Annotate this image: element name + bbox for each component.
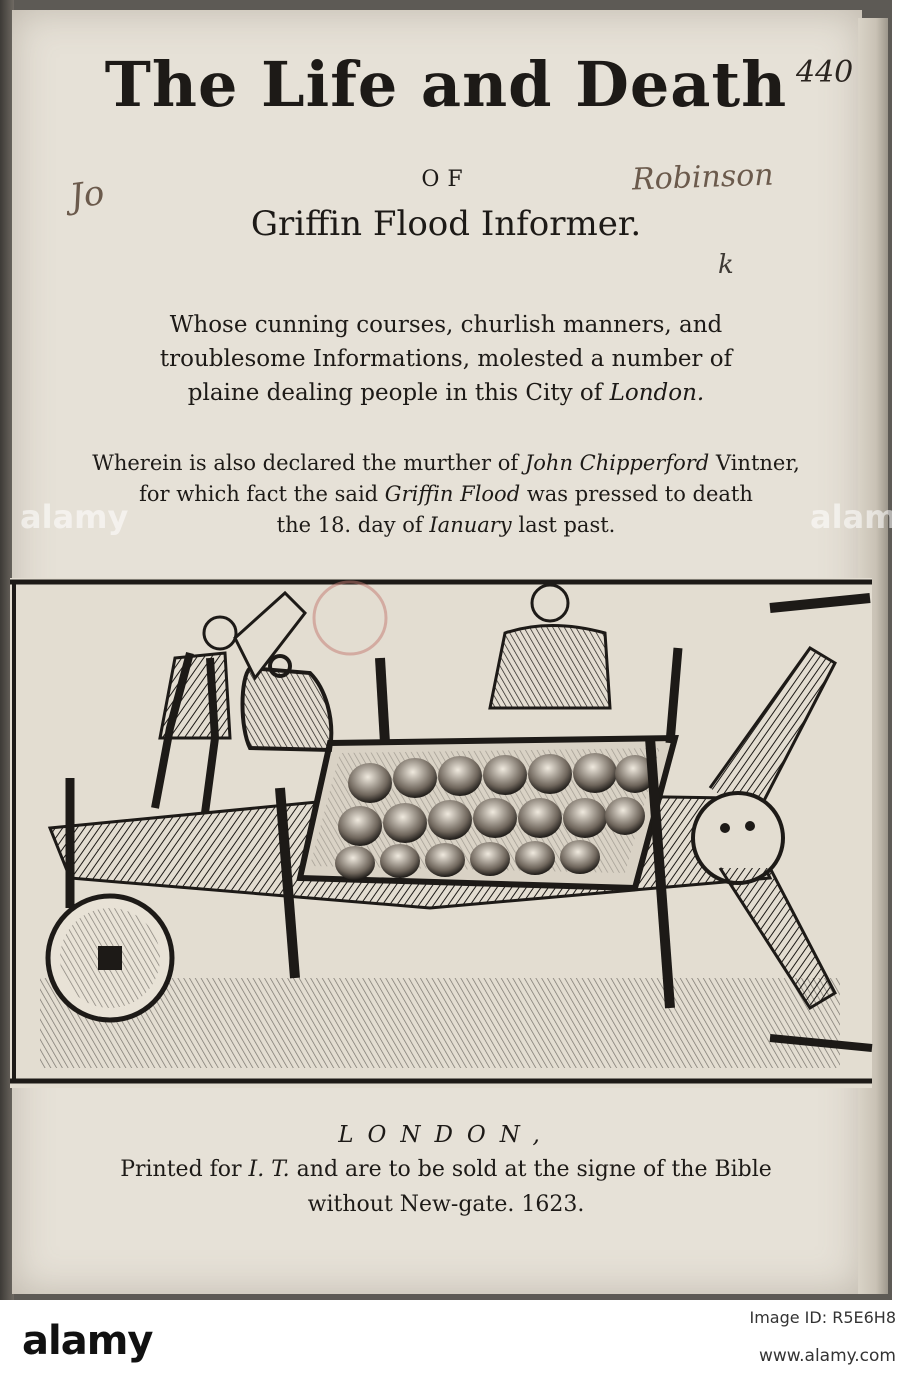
handwritten-initials: Jo [67,172,107,218]
declaration-line-2-text: for which fact the said [139,482,385,506]
handwritten-mark: k [718,250,734,280]
declaration-line-1 [80,448,812,479]
description-line-1: Whose cunning courses, churlish manners, and [169,312,723,338]
declaration-line-1-end: Vintner, [709,451,800,475]
declaration-line-3-text: the 18. day of [276,513,430,537]
page-subtitle: Griffin Flood Informer. [250,204,642,244]
declaration-line-2 [80,479,812,510]
title-connector: OF [421,167,471,192]
page-title: The Life and Death [104,48,788,121]
place-name-london: London. [609,380,705,406]
image-id: Image ID: R5E6H8 [749,1308,896,1327]
declaration-line-3 [80,510,812,541]
woodcut-illustration [10,578,872,1088]
imprint-line-1 [0,1152,892,1187]
declaration-line-3-end: last past. [511,513,616,537]
imprint-line-1-text: Printed for [120,1157,249,1182]
watermark-right: alamy [810,498,918,536]
declaration-line-2-end: was pressed to death [520,482,753,506]
imprint-city: LONDON, [338,1122,554,1148]
stock-logo: alamy [22,1318,153,1364]
printer-initials: I. T. [248,1157,290,1182]
month-name: Ianuary [429,513,512,537]
declaration-line-1-text: Wherein is also declared the murther of [92,451,525,475]
handwritten-name: Robinson [631,157,775,198]
declaration-paragraph [80,448,812,541]
imprint-line-1-end: and are to be sold at the signe of the Bible [289,1157,772,1182]
description-paragraph [100,308,792,410]
handwritten-number: 440 [796,55,854,90]
imprint [0,1118,892,1222]
description-line-2: troublesome Informations, molested a number of [159,346,733,372]
informer-name: Griffin Flood [384,482,521,506]
description-line-3-text: plaine dealing people in this City of [187,380,610,406]
victim-name: John Chipperford [524,451,710,475]
description-line-3 [100,376,792,410]
imprint-line-2: without New-gate. 1623. [307,1192,585,1217]
stock-url[interactable]: www.alamy.com [758,1346,896,1366]
watermark-left: alamy [20,498,129,536]
